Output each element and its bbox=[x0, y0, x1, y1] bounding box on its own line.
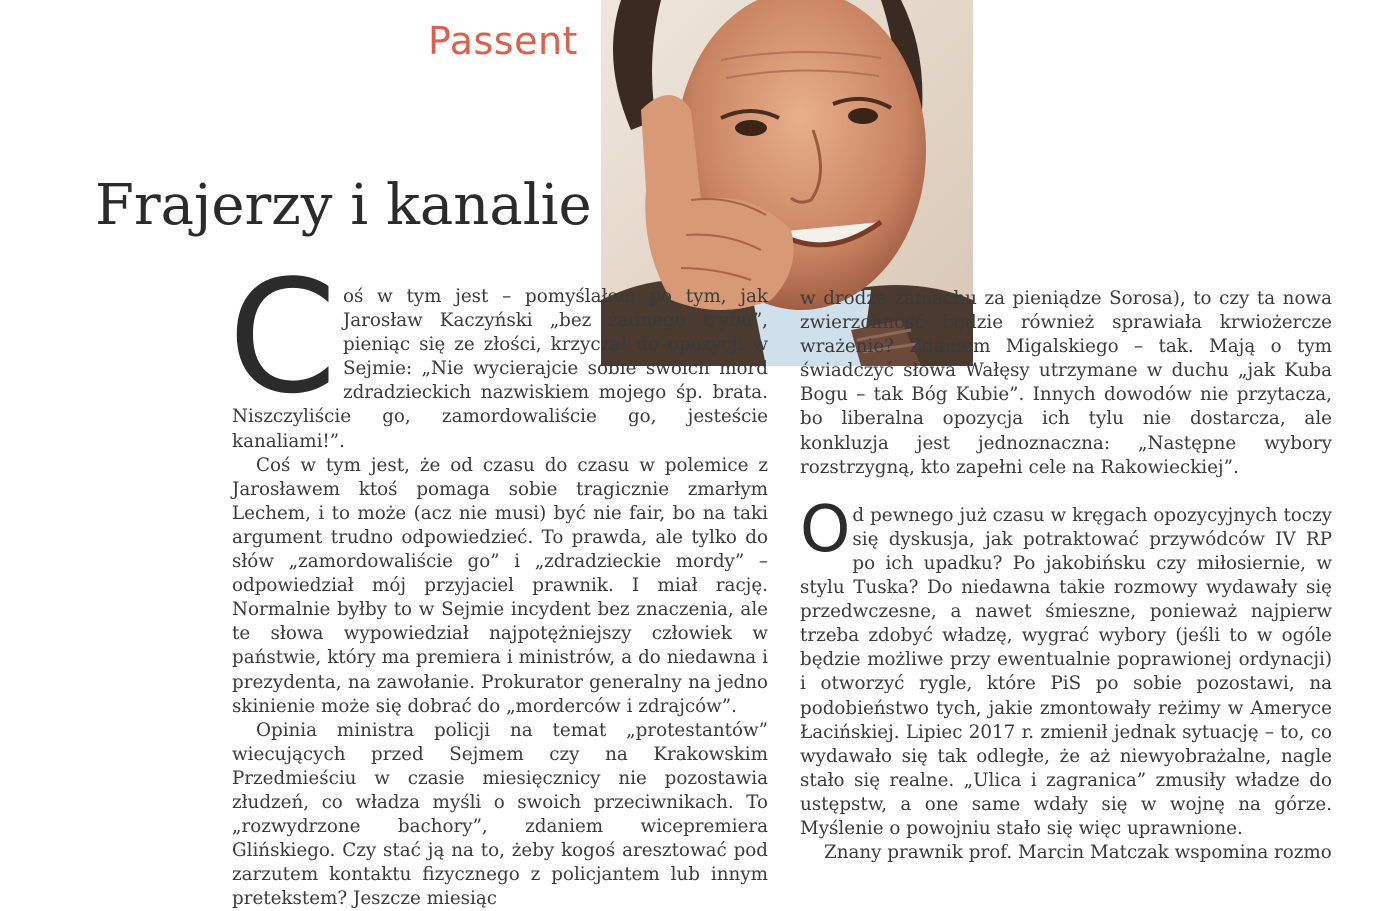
article-column-right bbox=[800, 287, 1332, 865]
author-name: Passent bbox=[428, 19, 578, 63]
article-title: Frajerzy i kanalie bbox=[95, 173, 592, 238]
paragraph: w drodze zamachu za pieniądze Sorosa), to czy ta nowa zwierzchność będzie również sprawiała krwiożercze wrażenie? Zdaniem Migalskiego – tak. Mają o tym świadczyć słowa Wałęsy utrzymane w duchu „jak Kuba Bogu – tak Bóg Kubie”. Innych dowodów nie przytacza, bo liberalna opozycja ich tylu nie dostarcza, ale konkluzja jest jednoznaczna: „Następne wybory rozstrzygną, kto zapełni cele na Rakowieckiej”. bbox=[800, 288, 1332, 478]
drop-cap: C bbox=[228, 246, 337, 428]
paragraph: Coś w tym jest – pomyślałem po tym, jak Jarosław Kaczyński „bez żadnego trybu”, pieniąc się ze złości, krzyczał do opozycji w Sejmie: „Nie wycierajcie sobie swoich mord zdradzieckich nazwiskiem mojego śp. brata. Niszczyliście go, zamordowaliście go, jesteście kanaliami!”. bbox=[228, 246, 768, 452]
paragraph: Od pewnego już czasu w kręgach opozycyjnych toczy się dyskusja, jak potraktować przywódców IV RP po ich upadku? Po jakobińsku czy miłosiernie, w stylu Tuska? Do niedawna takie rozmowy wydawały się przedwczesne, a nawet śmieszne, ponieważ najpierw trzeba zdobyć władzę, wygrać wybory (jeśli to w ogóle będzie możliwe przy ewentualnie poprawionej ordynacji) i otworzyć rygle, które PiS po sobie pozostawi, na podobieństwo tych, jakie zmontowały reżimy w Ameryce Łacińskiej. Lipiec 2017 r. zmienił jednak sytuację – to, co wydawało się tak odległe, że aż niewyobrażalne, nagle stało się realne. „Ulica i zagranica” zmusiły władze do ustępstw, a one same wdały się w wojnę na górze. Myślenie o powojniu stało się więc uprawnione. bbox=[800, 492, 1332, 839]
article-column-left bbox=[228, 246, 768, 911]
paragraph: Coś w tym jest, że od czasu do czasu w polemice z Jarosławem ktoś pomaga sobie tragicznie zmarłym Lechem, i to może (acz nie musi) być nie fair, bo na taki argument trudno odpowiedzieć. To prawda, ale tylko do słów „zamordowaliście go” i „zdradzieckie mordy” – odpowiedział mój przyjaciel prawnik. I miał rację. Normalnie byłby to w Sejmie incydent bez znaczenia, ale te słowa wypowiedział najpotężniejszy człowiek w państwie, który ma premiera i ministrów, a do niedawna i prezydenta, na zawołanie. Prokurator generalny na jedno skinienie może się dobrać do „morderców i zdrajców”. bbox=[232, 454, 768, 717]
drop-cap: O bbox=[800, 492, 851, 567]
paragraph: Znany prawnik prof. Marcin Matczak wspomina rozmo bbox=[824, 842, 1332, 864]
paragraph: Opinia ministra policji na temat „protestantów” wiecujących przed Sejmem czy na Krakowskim Przedmieściu w czasie miesięcznicy nie pozostawia złudzeń, co władza myśli o swoich przeciwnikach. To „rozwydrzone bachory”, zdaniem wicepremiera Glińskiego. Czy stać ją na to, żeby kogoś aresztować pod zarzutem kontaktu fizycznego z policjantem lub innym pretekstem? Jeszcze miesiąc bbox=[232, 719, 768, 910]
